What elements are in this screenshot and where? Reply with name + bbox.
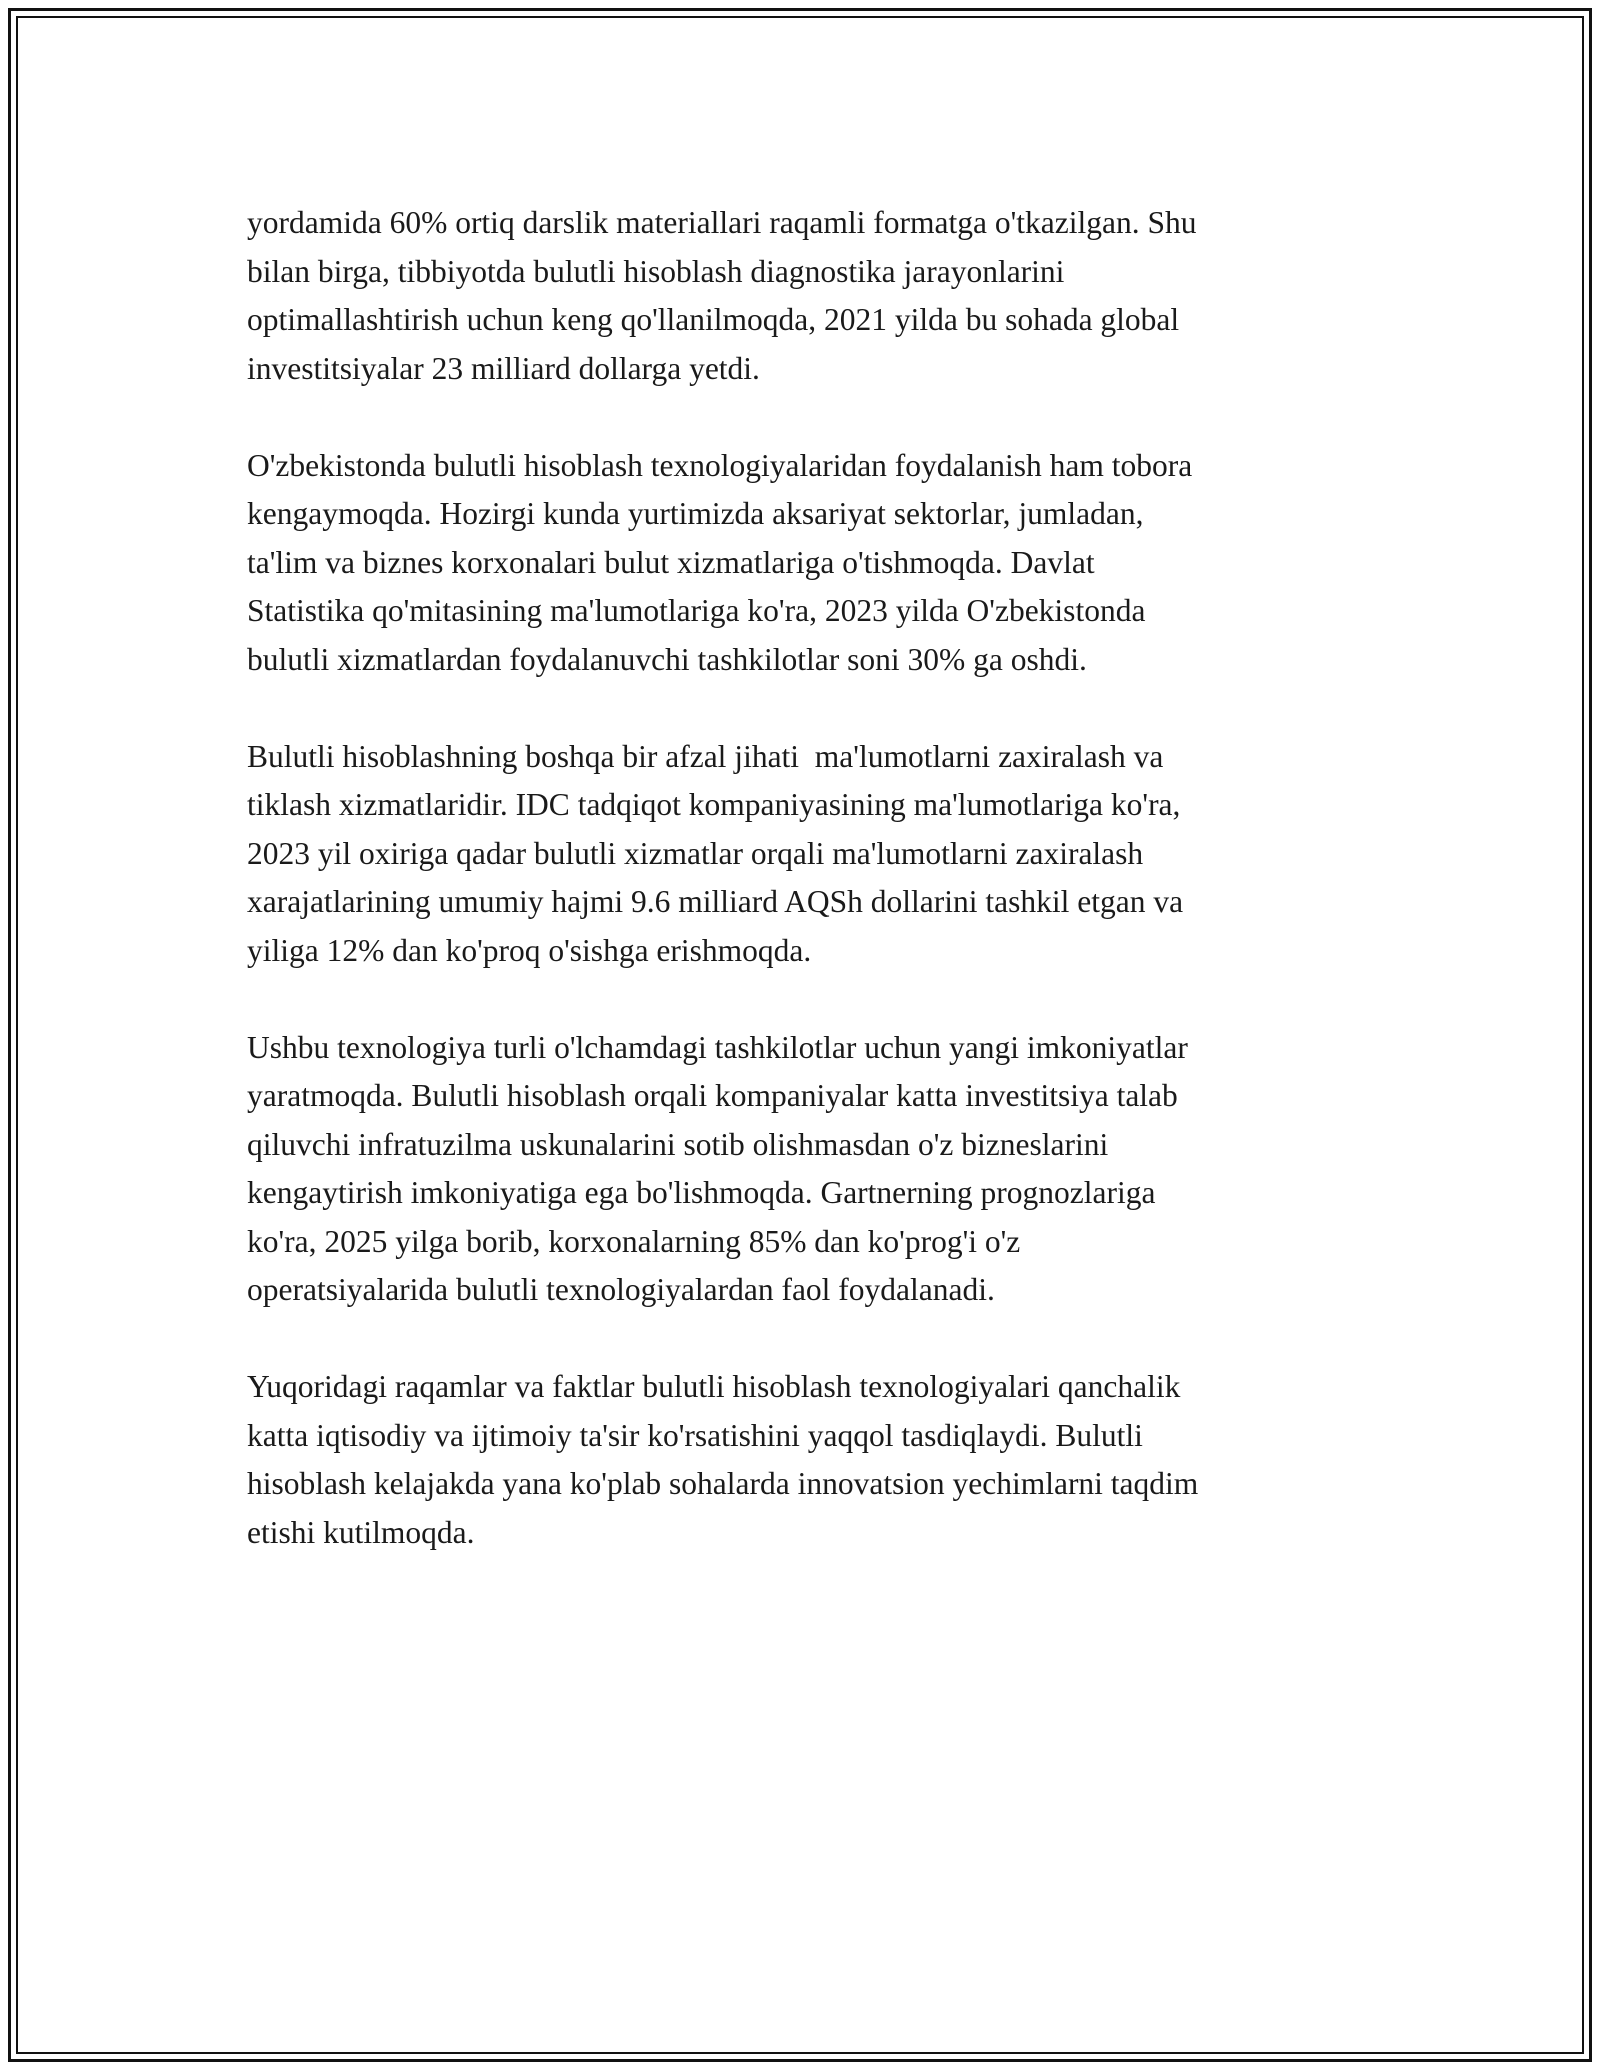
text-line: optimallashtirish uchun keng qo'llanilmoqda, 2021 yilda bu sohada global xyxy=(247,302,1180,337)
text-line: hisoblash kelajakda yana ko'plab sohalarda innovatsion yechimlarni taqdim xyxy=(247,1466,1199,1501)
text-line: Statistika qo'mitasining ma'lumotlariga ko'ra, 2023 yilda O'zbekistonda xyxy=(247,593,1146,628)
text-line: Ushbu texnologiya turli o'lchamdagi tashkilotlar uchun yangi imkoniyatlar xyxy=(247,1029,1188,1065)
text-line: yaratmoqda. Bulutli hisoblash orqali kompaniyalar katta investitsiya talab xyxy=(247,1078,1178,1113)
paragraph-2 xyxy=(247,442,1377,685)
paragraph-3 xyxy=(247,733,1377,976)
text-line: operatsiyalarida bulutli texnologiyalardan faol foydalanadi. xyxy=(247,1272,995,1307)
text-line: Yuqoridagi raqamlar va faktlar bulutli hisoblash texnologiyalari qanchalik xyxy=(247,1369,1181,1404)
text-line: qiluvchi infratuzilma uskunalarini sotib olishmasdan o'z bizneslarini xyxy=(247,1126,1109,1162)
paragraph-1 xyxy=(247,199,1377,393)
text-line: O'zbekistonda bulutli hisoblash texnologiyalaridan foydalanish ham tobora xyxy=(247,447,1193,483)
text-line: Bulutli hisoblashning boshqa bir afzal jihati ma'lumotlarni zaxiralash va xyxy=(247,738,1164,774)
text-line: bulutli xizmatlardan foydalanuvchi tashkilotlar soni 30% ga oshdi. xyxy=(247,641,1087,677)
text-line: kengaytirish imkoniyatiga ega bo'lishmoqda. Gartnerning prognozlariga xyxy=(247,1175,1156,1210)
text-line: xarajatlarining umumiy hajmi 9.6 milliard AQSh dollarini tashkil etgan va xyxy=(247,884,1184,919)
text-line: ko'ra, 2025 yilga borib, korxonalarning 85% dan ko'prog'i o'z xyxy=(247,1223,1021,1259)
document-body xyxy=(247,199,1377,1606)
text-line: yordamida 60% ortiq darslik materiallari raqamli formatga o'tkazilgan. Shu xyxy=(247,205,1197,240)
text-line: investitsiyalar 23 milliard dollarga yetdi. xyxy=(247,350,760,386)
paragraph-5 xyxy=(247,1363,1377,1557)
page-border xyxy=(8,8,1592,2062)
text-line: kengaymoqda. Hozirgi kunda yurtimizda aksariyat sektorlar, jumladan, xyxy=(247,496,1144,531)
text-line: 2023 yil oxiriga qadar bulutli xizmatlar orqali ma'lumotlarni zaxiralash xyxy=(247,835,1144,871)
text-line: tiklash xizmatlaridir. IDC tadqiqot kompaniyasining ma'lumotlariga ko'ra, xyxy=(247,787,1181,822)
text-line: ta'lim va biznes korxonalari bulut xizmatlariga o'tishmoqda. Davlat xyxy=(247,544,1095,580)
text-line: bilan birga, tibbiyotda bulutli hisoblash diagnostika jarayonlarini xyxy=(247,253,1065,289)
paragraph-4 xyxy=(247,1024,1377,1315)
text-line: etishi kutilmoqda. xyxy=(247,1514,475,1550)
text-line: katta iqtisodiy va ijtimoiy ta'sir ko'rsatishini yaqqol tasdiqlaydi. Bulutli xyxy=(247,1417,1143,1453)
text-line: yiliga 12% dan ko'proq o'sishga erishmoqda. xyxy=(247,932,812,968)
